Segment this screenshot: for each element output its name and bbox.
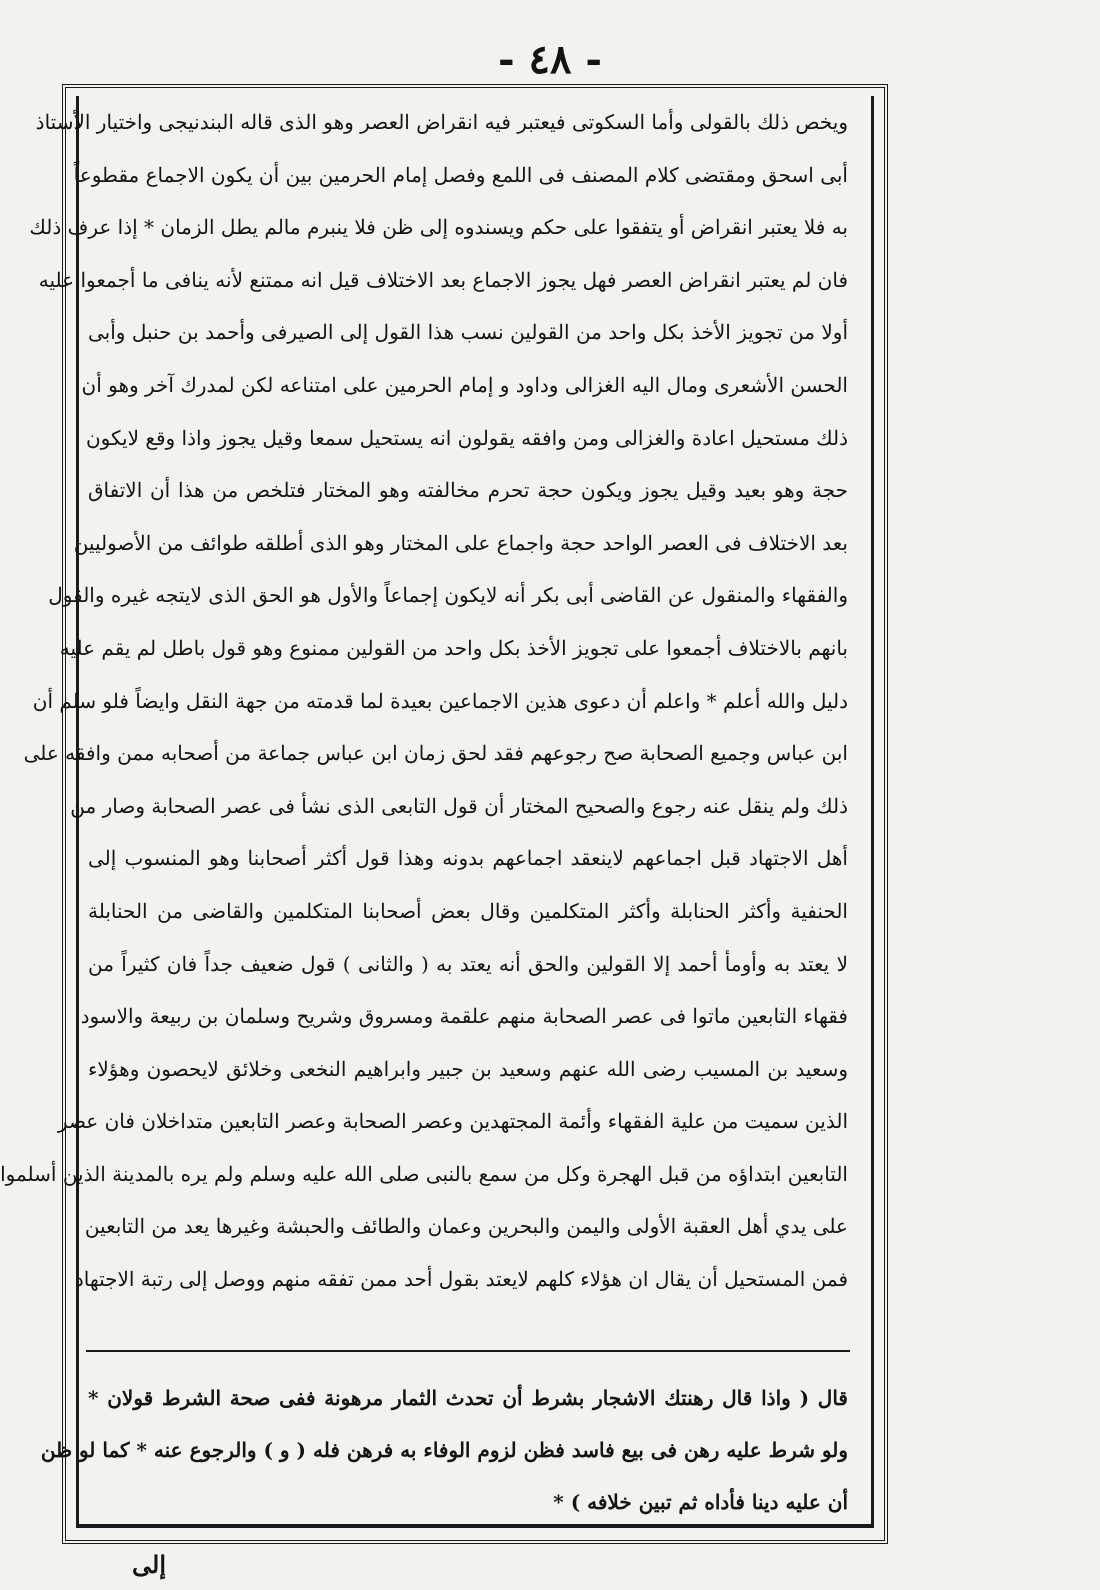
footnote-line: أن عليه دينا فأداه ثم تبين خلافه ) *: [553, 1490, 848, 1514]
text-line: أولا من تجويز الأخذ بكل واحد من القولين نسب هذا القول إلى الصيرفى وأحمد بن حنبل وأبى: [88, 320, 848, 345]
main-text: [0, 96, 848, 1306]
text-line: أبى اسحق ومقتضى كلام المصنف فى اللمع وفصل إمام الحرمين بين أن يكون الاجماع مقطوعاً: [73, 162, 848, 187]
text-line: ذلك مستحيل اعادة والغزالى ومن وافقه يقولون انه يستحيل سمعا وقيل يجوز واذا وقع لايكون: [85, 425, 848, 450]
text-line: بعد الاختلاف فى العصر الواحد حجة واجماع على المختار وهو الذى أطلقه طوائف من الأصوليين: [73, 530, 848, 555]
text-line: الحسن الأشعرى ومال اليه الغزالى وداود و إمام الحرمين على امتناعه لكن لمدرك آخر وهو أن: [81, 372, 848, 397]
text-line: دليل والله أعلم * واعلم أن دعوى هذين الاجماعين بعيدة لما قدمته من جهة النقل وايضاً فلو سلم أن: [32, 688, 848, 713]
text-line: على يدي أهل العقبة الأولى واليمن والبحرين وعمان والطائف والحبشة وغيرها يعد من التابعين: [84, 1214, 848, 1239]
text-line: والفقهاء والمنقول عن القاضى أبى بكر أنه لايكون إجماعاً والأول هو الحق الذى لايتجه غيره والقول: [48, 583, 848, 608]
footnote: [40, 1372, 848, 1528]
page-number: - ٤٨ -: [497, 36, 603, 83]
footnote-divider: [86, 1350, 850, 1352]
text-line: ذلك ولم ينقل عنه رجوع والصحيح المختار أن قول التابعى الذى نشأ فى عصر الصحابة وصار من: [70, 793, 848, 818]
text-line: ابن عباس وجميع الصحابة صح رجوعهم فقد لحق زمان ابن عباس جماعة من أصحابه ممن وافقه على: [23, 741, 848, 766]
text-line: الذين سميت من علية الفقهاء وأئمة المجتهدين وعصر الصحابة وعصر التابعين متداخلان فان عصر: [57, 1109, 848, 1134]
footnote-line: قال ( واذا قال رهنتك الاشجار بشرط أن تحدث الثمار مرهونة ففى صحة الشرط قولان *: [88, 1386, 848, 1410]
text-line: بانهم بالاختلاف أجمعوا على تجويز الأخذ بكل واحد من القولين ممنوع وهو قول باطل لم يقم عليه: [59, 635, 848, 660]
text-line: به فلا يعتبر انقراض أو يتفقوا على حكم ويسندوه إلى ظن فلا ينبرم مالم يطل الزمان * إذا عرف ذلك: [29, 215, 848, 240]
footnote-line: ولو شرط عليه رهن فى بيع فاسد فظن لزوم الوفاء به فرهن فله ( و ) والرجوع عنه * كما لو ظن: [40, 1438, 848, 1462]
text-line: التابعين ابتداؤه من قبل الهجرة وكل من سمع بالنبى صلى الله عليه وسلم ولم يره بالمدينة الذين أسلموا: [0, 1161, 848, 1186]
text-line: ويخص ذلك بالقولى وأما السكوتى فيعتبر فيه انقراض العصر وهو الذى قاله البندنيجى واختيار الأستاذ: [35, 110, 848, 134]
text-line: لا يعتد به وأومأ أحمد إلا القولين والحق أنه يعتد به ( والثانى ) قول ضعيف جداً فان كثيراً من: [88, 951, 848, 976]
text-line: فمن المستحيل أن يقال ان هؤلاء كلهم لايعتد بقول أحد ممن تفقه منهم ووصل إلى رتبة الاجتهاد: [74, 1267, 848, 1292]
text-line: حجة وهو بعيد وقيل يجوز ويكون حجة تحرم مخالفته وهو المختار فتلخص من هذا أن الاتفاق: [88, 478, 848, 503]
text-line: فان لم يعتبر انقراض العصر فهل يجوز الاجماع بعد الاختلاف قيل انه ممتنع لأنه ينافى ما أجمعوا عليه: [38, 267, 848, 292]
text-line: فقهاء التابعين ماتوا فى عصر الصحابة منهم علقمة ومسروق وشريح وسلمان بن ربيعة والاسود: [80, 1004, 848, 1029]
catchword: إلى: [132, 1550, 166, 1579]
text-line: وسعيد بن المسيب رضى الله عنهم وسعيد بن جبير وابراهيم النخعى وخلائق لايحصون وهؤلاء: [88, 1056, 848, 1081]
text-line: الحنفية وأكثر الحنابلة وأكثر المتكلمين وقال بعض أصحابنا المتكلمين والقاضى من الحنابلة: [88, 898, 848, 923]
text-line: أهل الاجتهاد قبل اجماعهم لاينعقد اجماعهم بدونه وهذا قول أكثر أصحابنا وهو المنسوب إلى: [88, 846, 848, 871]
page-frame: [0, 84, 888, 1544]
